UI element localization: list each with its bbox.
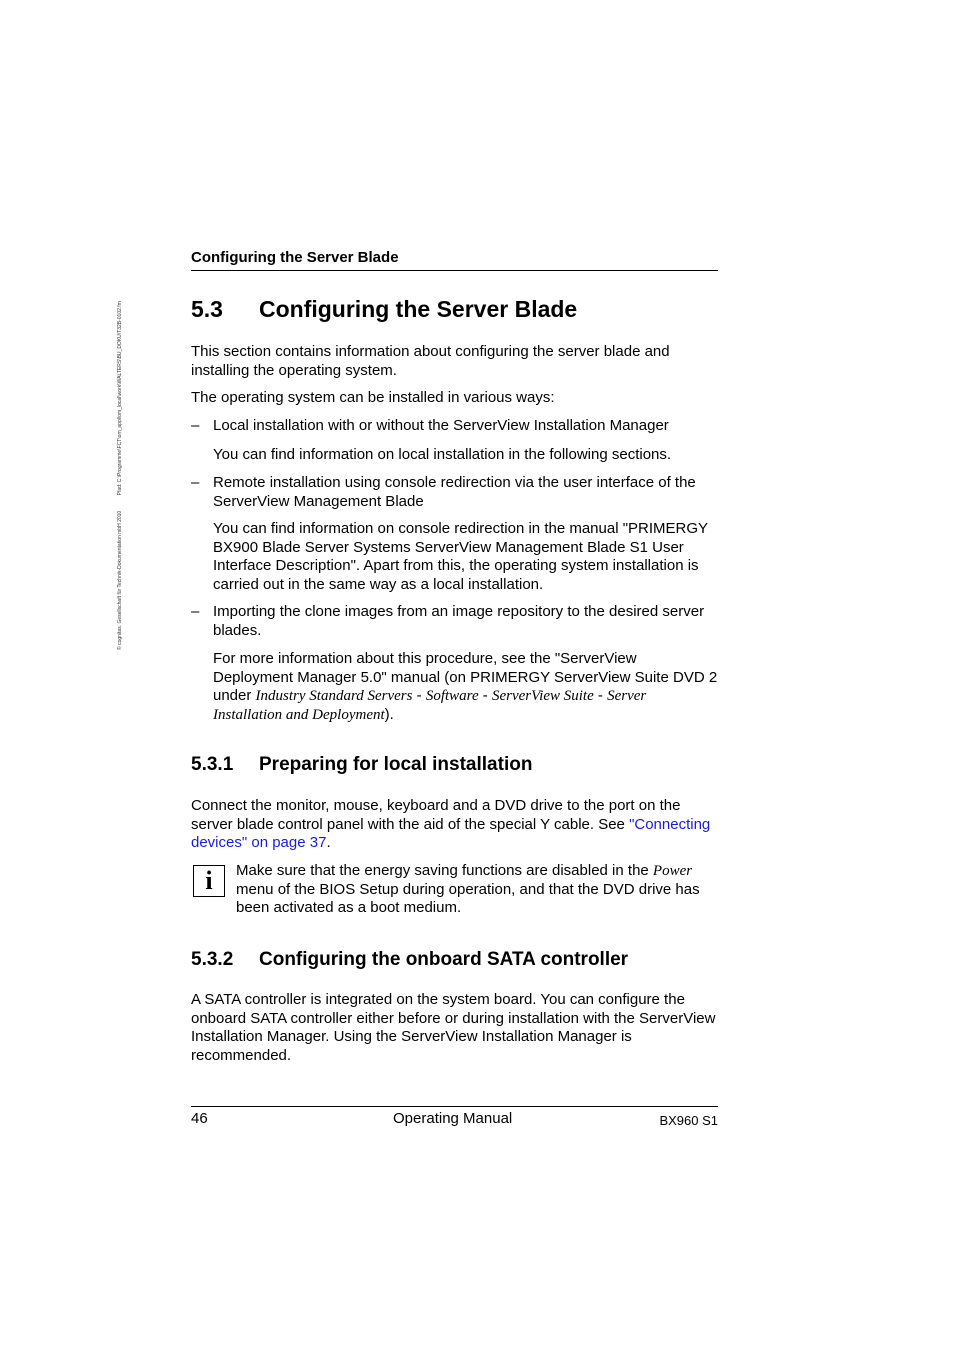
product-name: BX960 S1 [659, 1113, 718, 1128]
path-separator: - [593, 687, 608, 704]
copyright-note: © cognitas. Gesellschaft für Technik-Dokumentation mbH 2010 [117, 510, 123, 650]
page-number: 46 [191, 1110, 208, 1127]
connecting-devices-link[interactable]: "Connecting devices" on page 37 [191, 815, 711, 851]
subsection-heading [191, 754, 532, 776]
section-number: 5.3 [191, 296, 223, 322]
path-segment: ServerView Suite [491, 688, 594, 704]
sidebar-imprint [117, 287, 123, 650]
file-path-note: Pfad: C:\Programme\FCT\om_appl\om_local\work\WALTERS\BU_DOKU\T32B-0102.fm [117, 301, 123, 496]
footer-divider [191, 1106, 718, 1107]
info-icon: i [193, 865, 225, 897]
list-dash: – [191, 603, 200, 620]
local-install-paragraph [191, 797, 718, 853]
detail-prefix: For more information about this procedure, see the "ServerView Deployment Manager 5.0" manual (on PRIMERGY ServerView Suite DVD 2 under [213, 650, 718, 704]
bios-menu-name: Power [652, 863, 693, 879]
path-separator: - [412, 687, 426, 704]
manual-title: Operating Manual [393, 1110, 513, 1127]
sata-paragraph: A SATA controller is integrated on the system board. You can configure the onboard SATA controller either before or during installation with the ServerView Installation Manager. Using the ServerView Installation Manager is recommended. [191, 991, 716, 1064]
path-segment: Server Installation and Deployment [213, 688, 647, 723]
subsection-title: Preparing for local installation [259, 754, 533, 775]
note-suffix: menu of the BIOS Setup during operation, and that the DVD drive has been activated as a boot medium. [236, 880, 700, 916]
ways-intro-paragraph: The operating system can be installed in various ways: [191, 389, 555, 406]
intro-paragraph: This section contains information about configuring the server blade and installing the operating system. [191, 343, 670, 379]
list-item-detail: You can find information on console redirection in the manual "PRIMERGY BX900 Blade Server Systems ServerView Management Blade S1 User Interface Description". Apart from this, the operating system installation is carried out in the same way as a local installation. [213, 520, 708, 593]
list-item-detail [213, 650, 718, 724]
path-separator: - [478, 687, 492, 704]
path-segment: Software [425, 688, 479, 704]
list-item: Remote installation using console redirection via the user interface of the ServerView Management Blade [213, 474, 696, 510]
list-item-detail: You can find information on local installation in the following sections. [213, 446, 672, 463]
body-end: . [326, 834, 331, 851]
subsection-number: 5.3.1 [191, 754, 234, 775]
subsection-title: Configuring the onboard SATA controller [259, 949, 629, 970]
section-heading [191, 295, 577, 323]
detail-suffix: ). [384, 705, 394, 723]
list-item: Importing the clone images from an image repository to the desired server blades. [213, 603, 705, 639]
subsection-heading [191, 949, 628, 971]
running-header: Configuring the Server Blade [191, 249, 718, 271]
list-item: Local installation with or without the ServerView Installation Manager [213, 417, 669, 434]
subsection-number: 5.3.2 [191, 949, 234, 970]
path-segment: Industry Standard Servers [255, 688, 413, 704]
section-title: Configuring the Server Blade [259, 296, 578, 322]
body-text: Connect the monitor, mouse, keyboard and a DVD drive to the port on the server blade control panel with the aid of the special Y cable. See [191, 797, 681, 833]
list-dash: – [191, 417, 200, 434]
note-prefix: Make sure that the energy saving functions are disabled in the [236, 862, 649, 879]
list-dash: – [191, 474, 200, 491]
info-note [236, 862, 718, 918]
